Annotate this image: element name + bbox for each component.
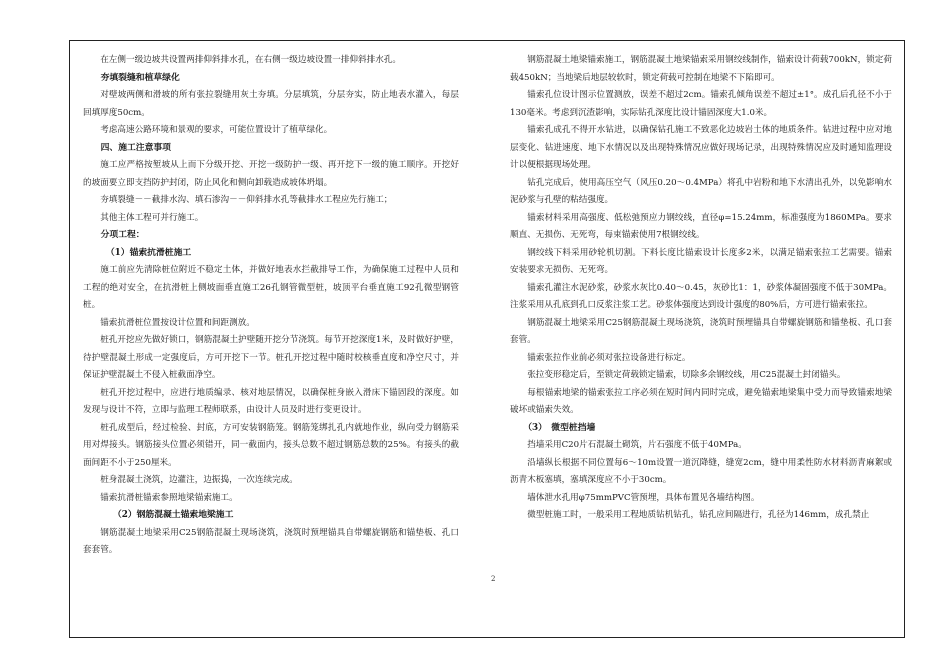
paragraph: 钢筋混凝土地梁采用C25钢筋混凝土现场浇筑，浇筑时预埋锚具自带螺旋钢筋和锚垫板、孔口套套管。 — [83, 527, 459, 555]
paragraph: 钢绞线下料采用砂轮机切割。下料长度比锚索设计长度多2米，以满足锚索张拉工艺需要。锚索安装要求无损伤、无死弯。 — [510, 247, 892, 275]
paragraph: 锚索孔位设计图示位置测放，误差不超过2cm。锚索孔倾角误差不超过±1°。成孔后孔径不小于130毫米。考虑到沉渣影响，实际钻孔深度比设计锚固深度大1.0米。 — [510, 90, 892, 118]
paragraph: 微型桩施工时，一般采用工程地质钻机钻孔，钻孔应间隔进行，孔径为146mm，成孔禁止 — [527, 510, 870, 520]
paragraph: 其他主体工程可并行施工。 — [100, 212, 204, 223]
paragraph: 锚索抗滑桩位置按设计位置和间距测放。 — [100, 317, 255, 328]
paragraph: 考虑高速公路环境和景观的要求，可能位置设计了植草绿化。 — [100, 125, 333, 135]
paragraph: 每根锚索地梁的锚索张拉工序必须在短时间内同时完成，避免锚索地梁集中受力而导致锚索地梁破坏或锚索失效。 — [510, 387, 892, 415]
section-heading: 夯填裂缝和植草绿化 — [100, 72, 180, 83]
section-heading: （1）锚索抗滑桩施工 — [105, 247, 192, 258]
section-heading: （3） 微型桩挡墙 — [523, 422, 596, 433]
section-heading: 分项工程： — [100, 230, 145, 240]
paragraph: 锚索孔灌注水泥砂浆，砂浆水灰比0.40～0.45，灰砂比1：1，砂浆体凝固强度不低于30MPa。注浆采用从孔底到孔口反浆注浆工艺。砂浆体强度达到设计强度的80%后，方可进行锚索张拉。 — [510, 282, 892, 310]
paragraph: 钻孔完成后，使用高压空气（风压0.20～0.4MPa）将孔中岩粉和地下水清出孔外，以免影响水泥砂浆与孔壁的粘结强度。 — [510, 177, 892, 205]
paragraph: 施工前应先清除桩位附近不稳定土体，并做好地表水拦截排导工作，为确保施工过程中人员和工程的绝对安全，在抗滑桩上侧坡面垂直施工26孔钢管微型桩，坡顶平台垂直施工92孔微型钢管桩。 — [83, 265, 459, 310]
paragraph: 锚索张拉作业前必须对张拉设备进行标定。 — [527, 352, 691, 363]
left-column — [83, 52, 459, 560]
paragraph: 桩孔成型后，经过检验、封底，方可安装钢筋笼。钢筋笼绑扎孔内就地作业，纵向受力钢筋采用对焊接头。钢筋接头位置必须错开，同一截面内，接头总数不超过钢筋总数的25%。有接头的截面间距不小于250厘米。 — [83, 422, 459, 468]
paragraph: 张拉变形稳定后，至锁定荷载锁定锚索，切除多余钢绞线，用C25混凝土封闭锚头。 — [527, 370, 846, 380]
paragraph: 桩身混凝土浇筑，边灌注，边振捣，一次连续完成。 — [100, 475, 298, 485]
paragraph: 桩孔开挖应先做好锁口，钢筋混凝土护壁随开挖分节浇筑。每节开挖深度1米，及时做好护壁，待护壁混凝土形成一定强度后，方可开挖下一节。桩孔开挖过程中随时校核垂直度和净空尺寸，并保证护壁混凝土不侵入桩截面净空。 — [83, 335, 459, 380]
paragraph: 沿墙纵长根据不同位置每6～10m设置一道沉降缝，缝宽2cm，缝中用柔性防水材料沥青麻絮或沥青木板塞填，塞填深度应不小于30cm。 — [510, 457, 892, 485]
paragraph: 对壁坡两侧和滑坡的所有张拉裂缝用灰土夯填。分层填筑，分层夯实，防止地表水灌入，每层回填厚度50cm。 — [83, 90, 459, 118]
paragraph: 钢筋混凝土地梁采用C25钢筋混凝土现场浇筑，浇筑时预埋锚具自带螺旋钢筋和锚垫板、孔口套套管。 — [510, 317, 892, 345]
paragraph: 施工应严格按堑坡从上而下分级开挖、开挖一级防护一级、再开挖下一级的施工顺序。开挖好的坡面要立即支挡防护封闭，防止风化和侧向卸载造成坡体坍塌。 — [83, 160, 459, 188]
paragraph: 夯填裂缝－－截排水沟、填石渗沟－－仰斜排水孔等截排水工程应先行施工； — [100, 195, 393, 205]
paragraph: 墙体泄水孔用φ75mmPVC管预埋，具体布置见各墙结构图。 — [527, 492, 760, 503]
right-column — [510, 52, 892, 525]
page-number: 2 — [491, 575, 496, 583]
paragraph: 锚索孔成孔不得开水钻进，以确保钻孔施工不致恶化边坡岩土体的地质条件。钻进过程中应对地层变化、钻进速度、地下水情况以及出现特殊情况应做好现场记录，出现特殊情况应及时通知监理设计以便根据现场处理。 — [510, 125, 892, 170]
section-heading: （2）钢筋混凝土锚索地梁施工 — [112, 510, 234, 520]
paragraph: 钢筋混凝土地梁锚索施工，钢筋混凝土地梁锚索采用钢绞线制作，锚索设计荷载700kN，锁定荷载450kN；当地梁后地层较软时，锁定荷载可控制在地梁不下陷即可。 — [510, 55, 892, 83]
paragraph: 挡墙采用C20片石混凝土砌筑，片石强度不低于40MPa。 — [527, 440, 747, 450]
paragraph: 锚索抗滑桩锚索参照地梁锚索施工。 — [100, 492, 238, 503]
paragraph: 桩孔开挖过程中，应进行地质编录、核对地层情况，以确保桩身嵌入滑床下锚固段的深度。如发现与设计不符，立即与监理工程师联系，由设计人员及时进行变更设计。 — [83, 387, 459, 415]
paragraph: 在左侧一级边坡共设置两排仰斜排水孔，在右侧一级边坡设置一排仰斜排水孔。 — [100, 55, 401, 65]
section-heading: 四、施工注意事项 — [100, 142, 171, 153]
paragraph: 锚索材料采用高强度、低松弛预应力钢绞线，直径φ=15.24mm，标准强度为1860MPa。要求顺直、无损伤、无死弯，每束锚索使用7根钢绞线。 — [510, 212, 892, 240]
